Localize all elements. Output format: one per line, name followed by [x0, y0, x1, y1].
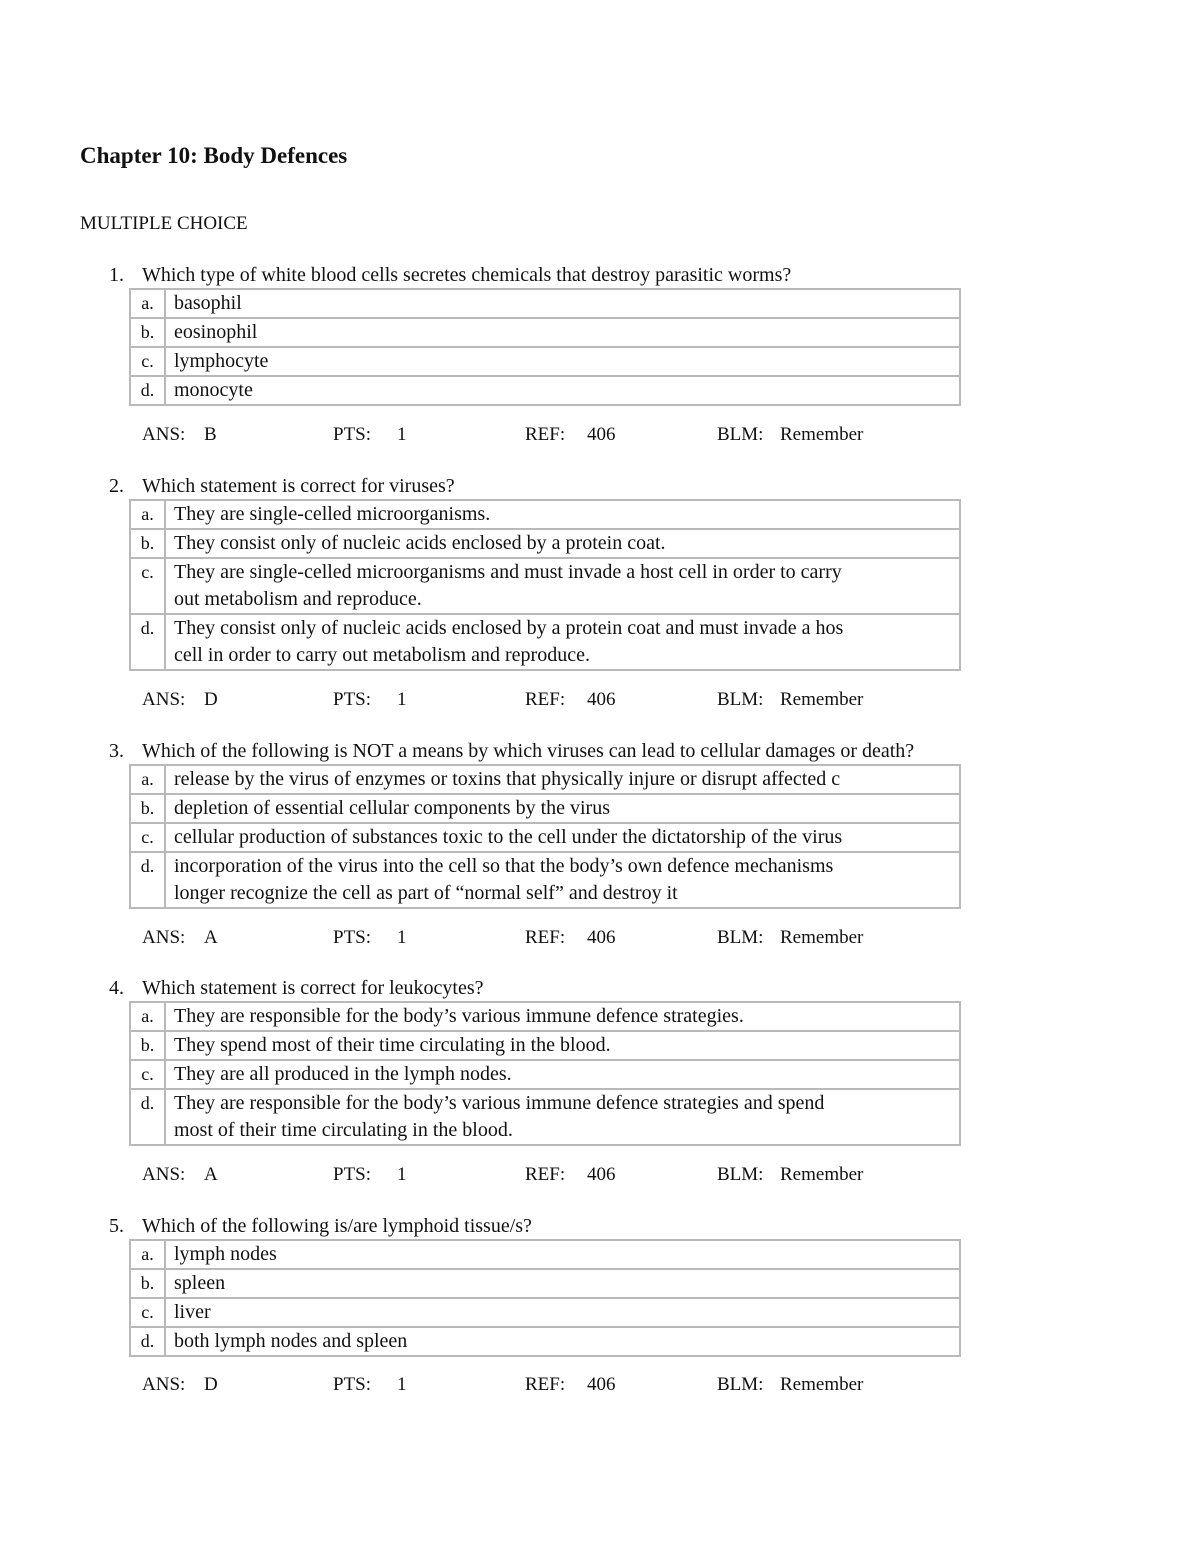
question-stem [0, 974, 1200, 1002]
ref-value: 406 [587, 927, 616, 948]
question-text: Which of the following is/are lymphoid tissue/s? [142, 1215, 532, 1237]
choice-text: They consist only of nucleic acids enclosed by a protein coat. [174, 532, 666, 554]
pts-label: PTS: [333, 424, 372, 445]
choice-d [131, 375, 959, 404]
choice-table [129, 288, 961, 406]
question-text: Which statement is correct for leukocytes? [142, 977, 484, 999]
choice-c [131, 822, 959, 851]
ans-label: ANS: [142, 689, 186, 710]
choice-letter: c. [131, 348, 166, 375]
chapter-title: Chapter 10: Body Defences [80, 143, 348, 168]
question-stem [0, 472, 1200, 500]
choice-b [131, 793, 959, 822]
blm-label: BLM: [717, 424, 764, 445]
choice-b [131, 1030, 959, 1059]
blm-value: Remember [780, 689, 864, 710]
question-number: 2. [109, 475, 124, 497]
choice-letter: c. [131, 559, 166, 613]
choice-letter: a. [131, 290, 166, 317]
choice-text: basophil [174, 292, 242, 314]
choice-text-line-2: most of their time circulating in the blood. [174, 1119, 513, 1141]
answer-row-1 [0, 423, 1200, 447]
choice-letter: a. [131, 1241, 166, 1268]
choice-text: lymphocyte [174, 350, 269, 372]
ans-label: ANS: [142, 1374, 186, 1395]
choice-text-line-1: They are single-celled microorganisms and must invade a host cell in order to carry [174, 561, 842, 583]
choice-letter: d. [131, 1090, 166, 1144]
choice-text-line-1: They are responsible for the body’s various immune defence strategies and spend [174, 1092, 825, 1114]
choice-text: eosinophil [174, 321, 258, 343]
choice-text: They are all produced in the lymph nodes. [174, 1063, 512, 1085]
answer-row-4 [0, 1163, 1200, 1187]
pts-label: PTS: [333, 689, 372, 710]
blm-value: Remember [780, 927, 864, 948]
question-3 [0, 737, 1200, 904]
ref-label: REF: [525, 927, 566, 948]
choice-c [131, 557, 959, 613]
choice-text [166, 615, 959, 669]
choice-b [131, 1268, 959, 1297]
choice-text: cellular production of substances toxic to the cell under the dictatorship of the virus [174, 826, 843, 848]
choice-text: release by the virus of enzymes or toxins that physically injure or disrupt affected c [174, 768, 841, 790]
choice-text: monocyte [174, 379, 253, 401]
choice-letter: d. [131, 615, 166, 669]
choice-a [131, 501, 959, 528]
choice-letter: d. [131, 377, 166, 404]
ans-label: ANS: [142, 927, 186, 948]
pts-value: 1 [397, 927, 407, 948]
choice-letter: d. [131, 853, 166, 907]
question-text: Which type of white blood cells secretes chemicals that destroy parasitic worms? [142, 264, 792, 286]
pts-value: 1 [397, 424, 407, 445]
choice-text-line-1: incorporation of the virus into the cell so that the body’s own defence mechanisms [174, 855, 834, 877]
choice-letter: c. [131, 1299, 166, 1326]
choice-text: both lymph nodes and spleen [174, 1330, 408, 1352]
ans-value: B [204, 424, 217, 445]
choice-letter: c. [131, 1061, 166, 1088]
blm-value: Remember [780, 1374, 864, 1395]
choice-text: They are responsible for the body’s various immune defence strategies. [174, 1005, 744, 1027]
ref-label: REF: [525, 1374, 566, 1395]
ans-value: D [204, 1374, 218, 1395]
pts-value: 1 [397, 689, 407, 710]
ref-label: REF: [525, 689, 566, 710]
question-stem [0, 1212, 1200, 1240]
choice-a [131, 1003, 959, 1030]
choice-text [166, 1090, 959, 1144]
ref-value: 406 [587, 1164, 616, 1185]
choice-a [131, 1241, 959, 1268]
choice-text-line-2: cell in order to carry out metabolism and reproduce. [174, 644, 590, 666]
ref-label: REF: [525, 1164, 566, 1185]
choice-letter: b. [131, 319, 166, 346]
blm-value: Remember [780, 424, 864, 445]
question-number: 3. [109, 740, 124, 762]
answer-row-3 [0, 926, 1200, 950]
choice-letter: a. [131, 766, 166, 793]
choice-table [129, 499, 961, 671]
ref-label: REF: [525, 424, 566, 445]
choice-a [131, 766, 959, 793]
ans-label: ANS: [142, 1164, 186, 1185]
pts-label: PTS: [333, 1374, 372, 1395]
choice-d [131, 1088, 959, 1144]
choice-b [131, 317, 959, 346]
choice-text: They spend most of their time circulating in the blood. [174, 1034, 611, 1056]
choice-letter: a. [131, 501, 166, 528]
choice-text: spleen [174, 1272, 226, 1294]
question-2 [0, 472, 1200, 666]
question-number: 5. [109, 1215, 124, 1237]
choice-text-line-2: out metabolism and reproduce. [174, 588, 422, 610]
blm-label: BLM: [717, 927, 764, 948]
blm-label: BLM: [717, 689, 764, 710]
choice-letter: a. [131, 1003, 166, 1030]
pts-label: PTS: [333, 927, 372, 948]
question-text: Which statement is correct for viruses? [142, 475, 455, 497]
question-stem [0, 737, 1200, 765]
pts-value: 1 [397, 1164, 407, 1185]
choice-text: liver [174, 1301, 211, 1323]
ans-value: D [204, 689, 218, 710]
choice-text [166, 853, 959, 907]
choice-letter: b. [131, 1032, 166, 1059]
choice-text [166, 559, 959, 613]
ans-value: A [204, 927, 218, 948]
question-text: Which of the following is NOT a means by which viruses can lead to cellular damages or death? [142, 740, 915, 762]
ref-value: 406 [587, 1374, 616, 1395]
choice-text-line-2: longer recognize the cell as part of “normal self” and destroy it [174, 882, 678, 904]
answer-row-5 [0, 1373, 1200, 1397]
question-5 [0, 1212, 1200, 1352]
choice-c [131, 346, 959, 375]
question-1 [0, 261, 1200, 401]
choice-table [129, 1239, 961, 1357]
question-number: 4. [109, 977, 124, 999]
choice-letter: c. [131, 824, 166, 851]
pts-label: PTS: [333, 1164, 372, 1185]
pts-value: 1 [397, 1374, 407, 1395]
question-4 [0, 974, 1200, 1141]
choice-d [131, 1326, 959, 1355]
choice-c [131, 1297, 959, 1326]
blm-label: BLM: [717, 1164, 764, 1185]
answer-row-2 [0, 688, 1200, 712]
choice-text: depletion of essential cellular components by the virus [174, 797, 610, 819]
ans-value: A [204, 1164, 218, 1185]
choice-table [129, 1001, 961, 1146]
choice-a [131, 290, 959, 317]
section-heading: MULTIPLE CHOICE [80, 213, 248, 234]
choice-letter: b. [131, 1270, 166, 1297]
choice-text-line-1: They consist only of nucleic acids enclosed by a protein coat and must invade a hos [174, 617, 844, 639]
ans-label: ANS: [142, 424, 186, 445]
choice-text: lymph nodes [174, 1243, 277, 1265]
choice-text: They are single-celled microorganisms. [174, 503, 491, 525]
blm-label: BLM: [717, 1374, 764, 1395]
question-number: 1. [109, 264, 124, 286]
choice-b [131, 528, 959, 557]
choice-d [131, 851, 959, 907]
question-stem [0, 261, 1200, 289]
ref-value: 406 [587, 689, 616, 710]
choice-c [131, 1059, 959, 1088]
choice-table [129, 764, 961, 909]
choice-letter: d. [131, 1328, 166, 1355]
blm-value: Remember [780, 1164, 864, 1185]
ref-value: 406 [587, 424, 616, 445]
choice-letter: b. [131, 795, 166, 822]
choice-letter: b. [131, 530, 166, 557]
choice-d [131, 613, 959, 669]
